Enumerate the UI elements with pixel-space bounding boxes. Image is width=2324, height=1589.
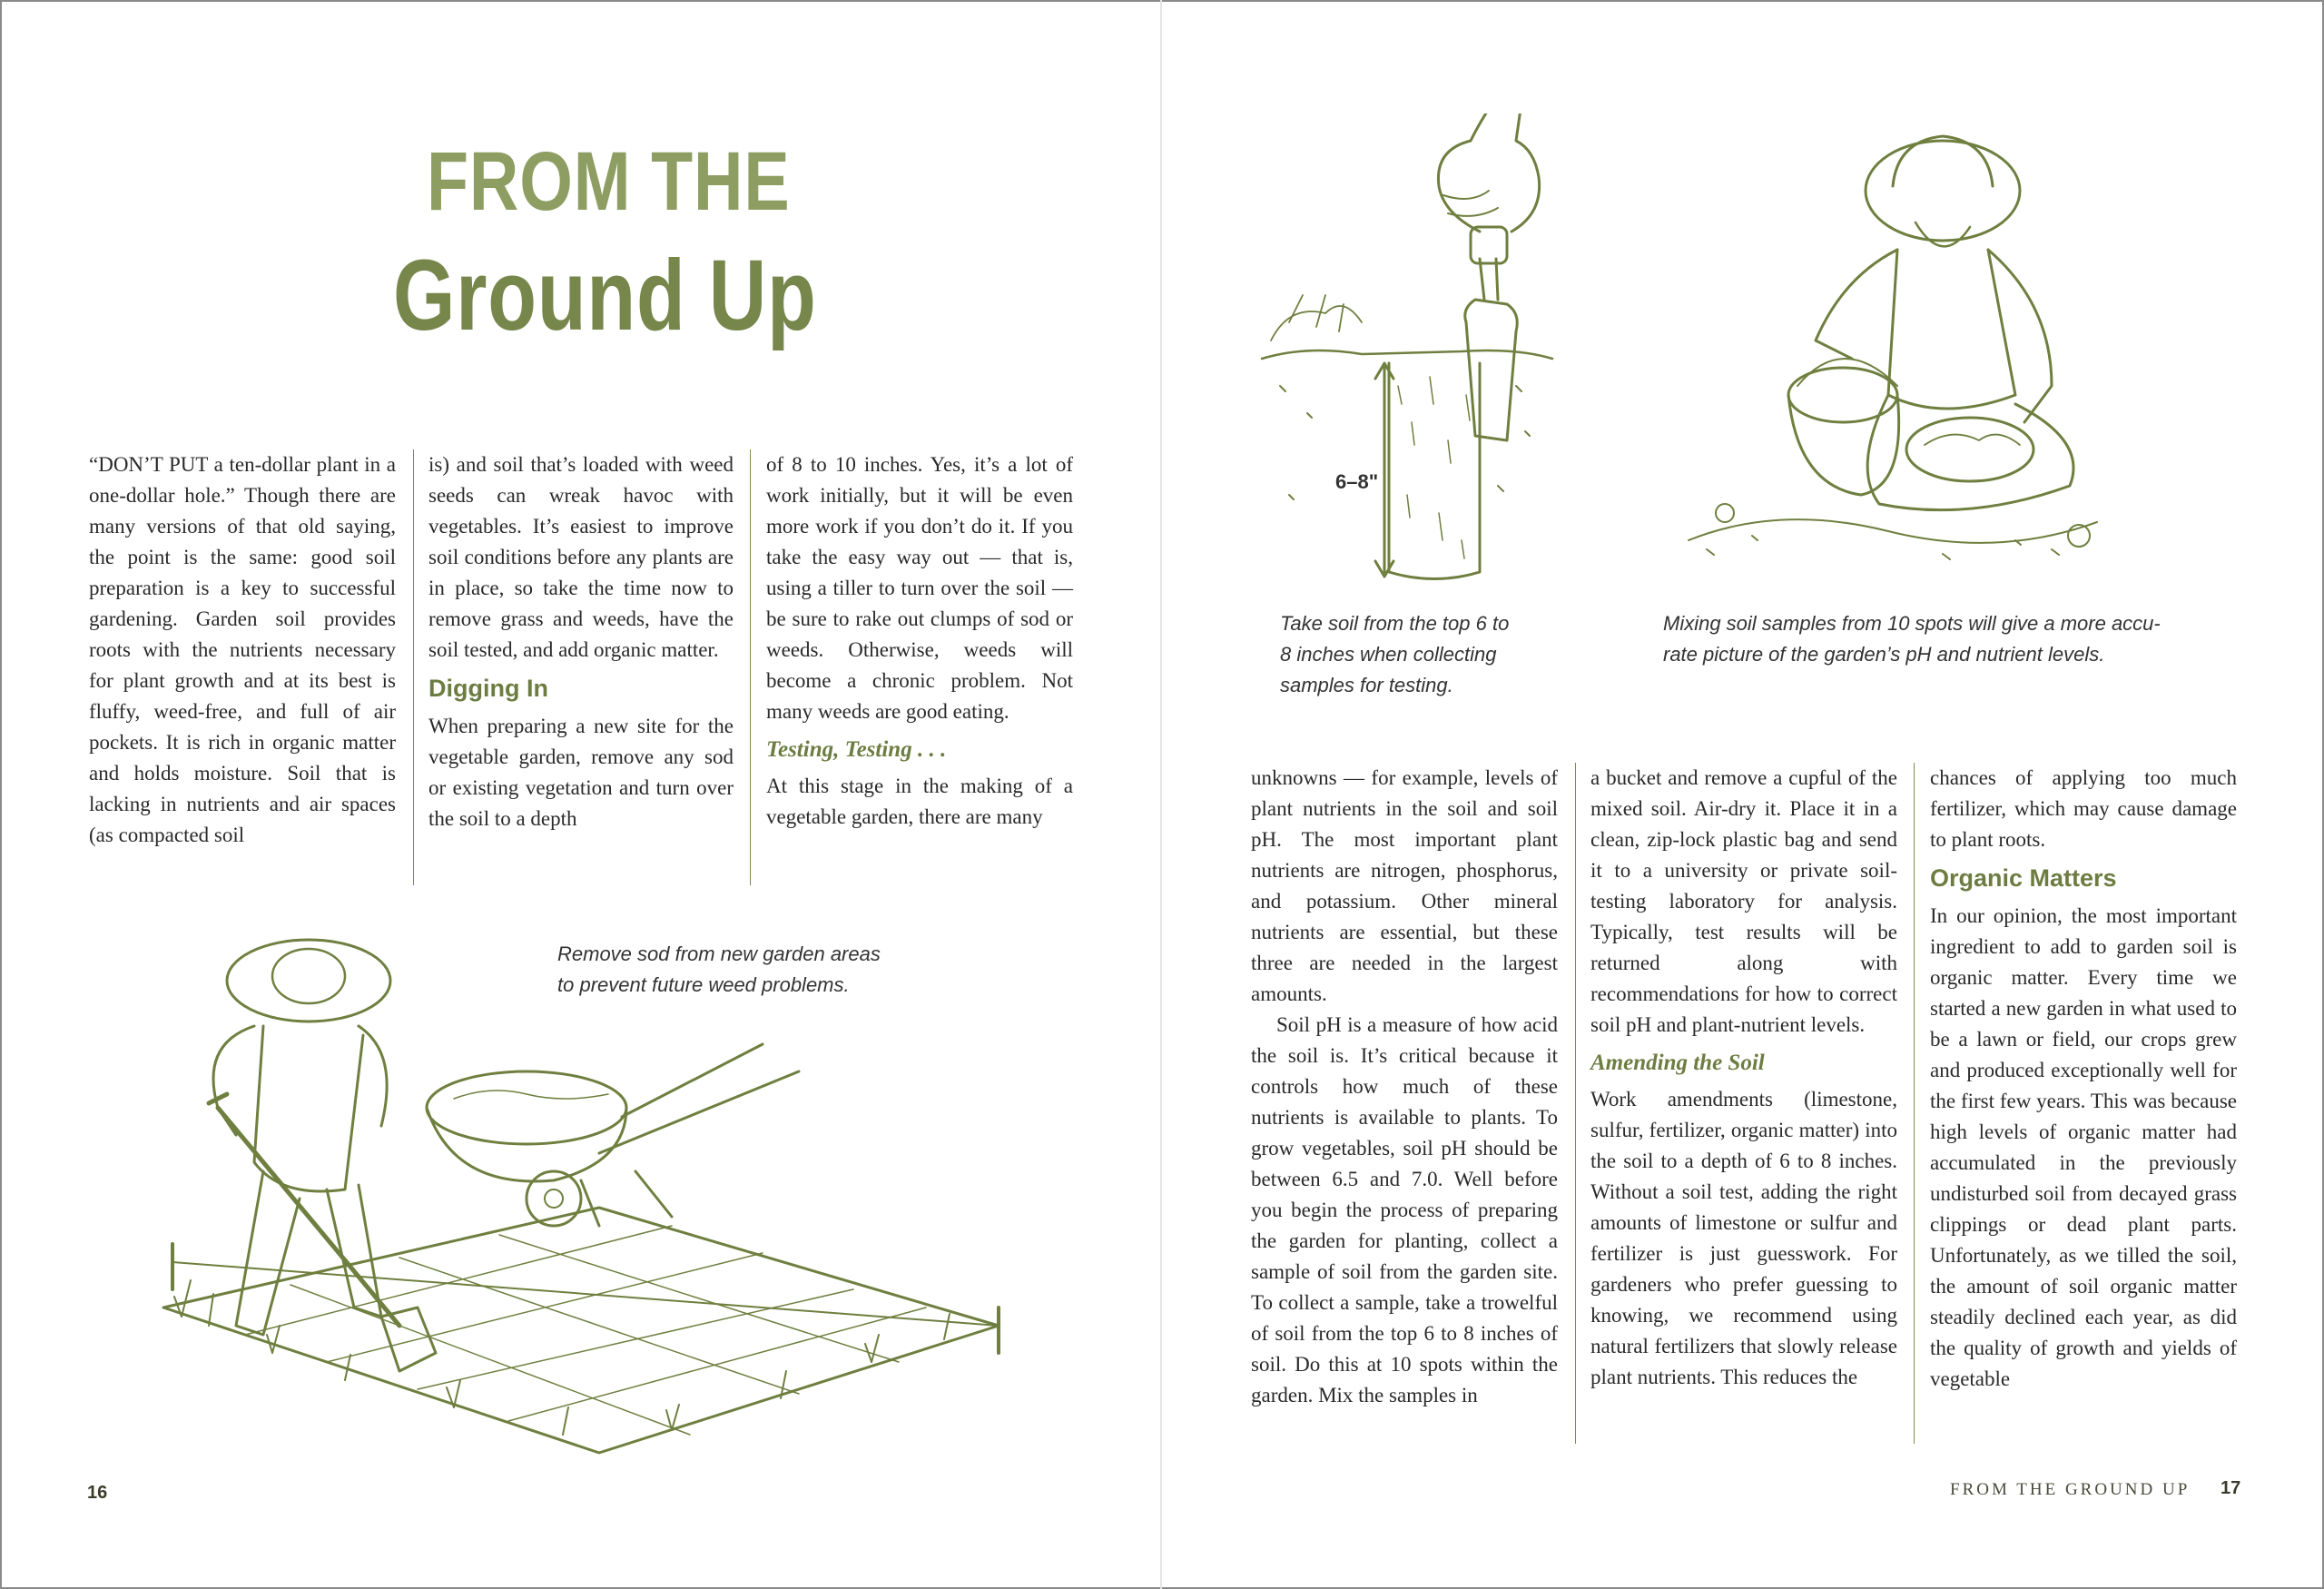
paragraph: chances of applying too much fertilizer, which may cause damage to plant roots. <box>1930 766 2237 851</box>
paragraph: At this stage in the making of a vegetable garden, there are many <box>766 775 1073 828</box>
intro-paragraph: “DON’T PUT a ten-dollar plant in a one-dollar hole.” Though there are many versions of that old saying, the point is the same: good soil preparation is a key to successful gardening. Garden soil provides roots with the nutrients necessary for plant growth and at its best is fluffy, weed-free, and full of air pockets. It is rich in organic matter and holds moisture. Soil that is lacking in nutrients and air spaces (as compacted soil <box>89 453 396 846</box>
left-column-2 <box>428 449 734 834</box>
left-column-1 <box>89 449 396 851</box>
right-column-2 <box>1590 763 1897 1393</box>
caption-mixing: Mixing soil samples from 10 spots will give a more accu- rate picture of the garden’s pH and nutrient levels. <box>1663 612 2161 666</box>
spine-gutter <box>1160 0 1162 1589</box>
paragraph: Soil pH is a measure of how acid the soil is. It’s critical because it controls how much of these nutrients is available to plants. To grow vegetables, soil pH should be between 6.5 and 7.0. Well before you begin the process of preparing the garden for planting, collect a sample of soil from the garden site. To collect a sample, take a trowelful of soil from the top 6 to 8 inches of soil. Do this at 10 spots within the garden. Mix the samples in <box>1251 1013 1558 1406</box>
chapter-title-line2: Ground Up <box>393 240 817 351</box>
caption-remove-sod: Remove sod from new garden areas to prevent future weed problems. <box>557 943 881 996</box>
column-rule <box>1575 763 1576 1444</box>
paragraph: is) and soil that’s loaded with weed seeds can wreak havoc with vegetables. It’s easiest to improve soil conditions before any plants are in place, so take the time now to remove grass and weeds, have the soil tested, and add organic matter. <box>428 453 734 661</box>
heading-testing: Testing, Testing . . . <box>766 737 947 762</box>
left-column-3 <box>766 449 1073 833</box>
mixing-samples-illustration <box>1670 123 2106 586</box>
page-number-left: 16 <box>87 1483 108 1503</box>
paragraph: In our opinion, the most important ingredient to add to garden soil is organic matter. Every time we started a new garden in what used to be a lawn or field, our crops grew and produced exceptionally well for the first few years. This was because high levels of organic matter had accumulated in the previously undisturbed soil from decayed grass clippings or dead plant parts. Unfortunately, as we tilled the soil, the amount of soil organic matter steadily declined each year, as did the quality of growth and yields of vegetable <box>1930 904 2237 1390</box>
paragraph: When preparing a new site for the vegetable garden, remove any sod or existing vegetation and turn over the soil to a depth <box>428 715 734 830</box>
page-number-right: 17 <box>2221 1478 2241 1498</box>
paragraph: unknowns — for example, levels of plant nutrients in the soil and soil pH. The most important plant nutrients are nitrogen, phosphorus, and potassium. Other mineral nutrients are essential, but these three are needed in the largest amounts. <box>1251 766 1558 1005</box>
caption-trowel: Take soil from the top 6 to 8 inches when collecting samples for testing. <box>1280 612 1510 696</box>
soil-cross-section <box>1262 350 1552 359</box>
running-head: FROM THE GROUND UP <box>1950 1480 2191 1499</box>
column-rule <box>750 449 751 885</box>
column-rule <box>1914 763 1915 1444</box>
paragraph: Work amendments (limestone, sulfur, fertilizer, organic matter) into the soil to a depth of 6 to 8 inches. Without a soil test, adding the right amounts of limestone or sulfur and fertilizer is just guesswork. For gardeners who prefer guessing to knowing, we recommend using natural fertilizers that slowly release plant nutrients. This reduces the <box>1590 1088 1897 1388</box>
heading-digging-in: Digging In <box>428 675 548 702</box>
heading-amending-soil: Amending the Soil <box>1590 1051 1765 1075</box>
trowel-sample-illustration <box>1253 114 1561 595</box>
right-column-3 <box>1930 763 2237 1395</box>
depth-label: 6–8" <box>1333 470 1381 494</box>
paragraph: a bucket and remove a cupful of the mixed soil. Air-dry it. Place it in a clean, zip-lock plastic bag and send it to a university or private soil-testing laboratory for analysis. Typically, test results will be returned along with recommendations for how to correct soil pH and plant-nutrient levels. <box>1590 766 1897 1036</box>
paragraph: of 8 to 10 inches. Yes, it’s a lot of work initially, but it will be even more work if you don’t do it. If you take the easy way out — that is, using a tiller to turn over the soil — be sure to rake out clumps of sod or weeds. Otherwise, weeds will become a chronic problem. Not many weeds are good eating. <box>766 453 1073 723</box>
digging-illustration <box>127 926 1053 1471</box>
chapter-title-line1: FROM THE <box>427 135 791 228</box>
heading-organic-matters: Organic Matters <box>1930 864 2117 892</box>
right-column-1 <box>1251 763 1558 1411</box>
column-rule <box>413 449 414 885</box>
